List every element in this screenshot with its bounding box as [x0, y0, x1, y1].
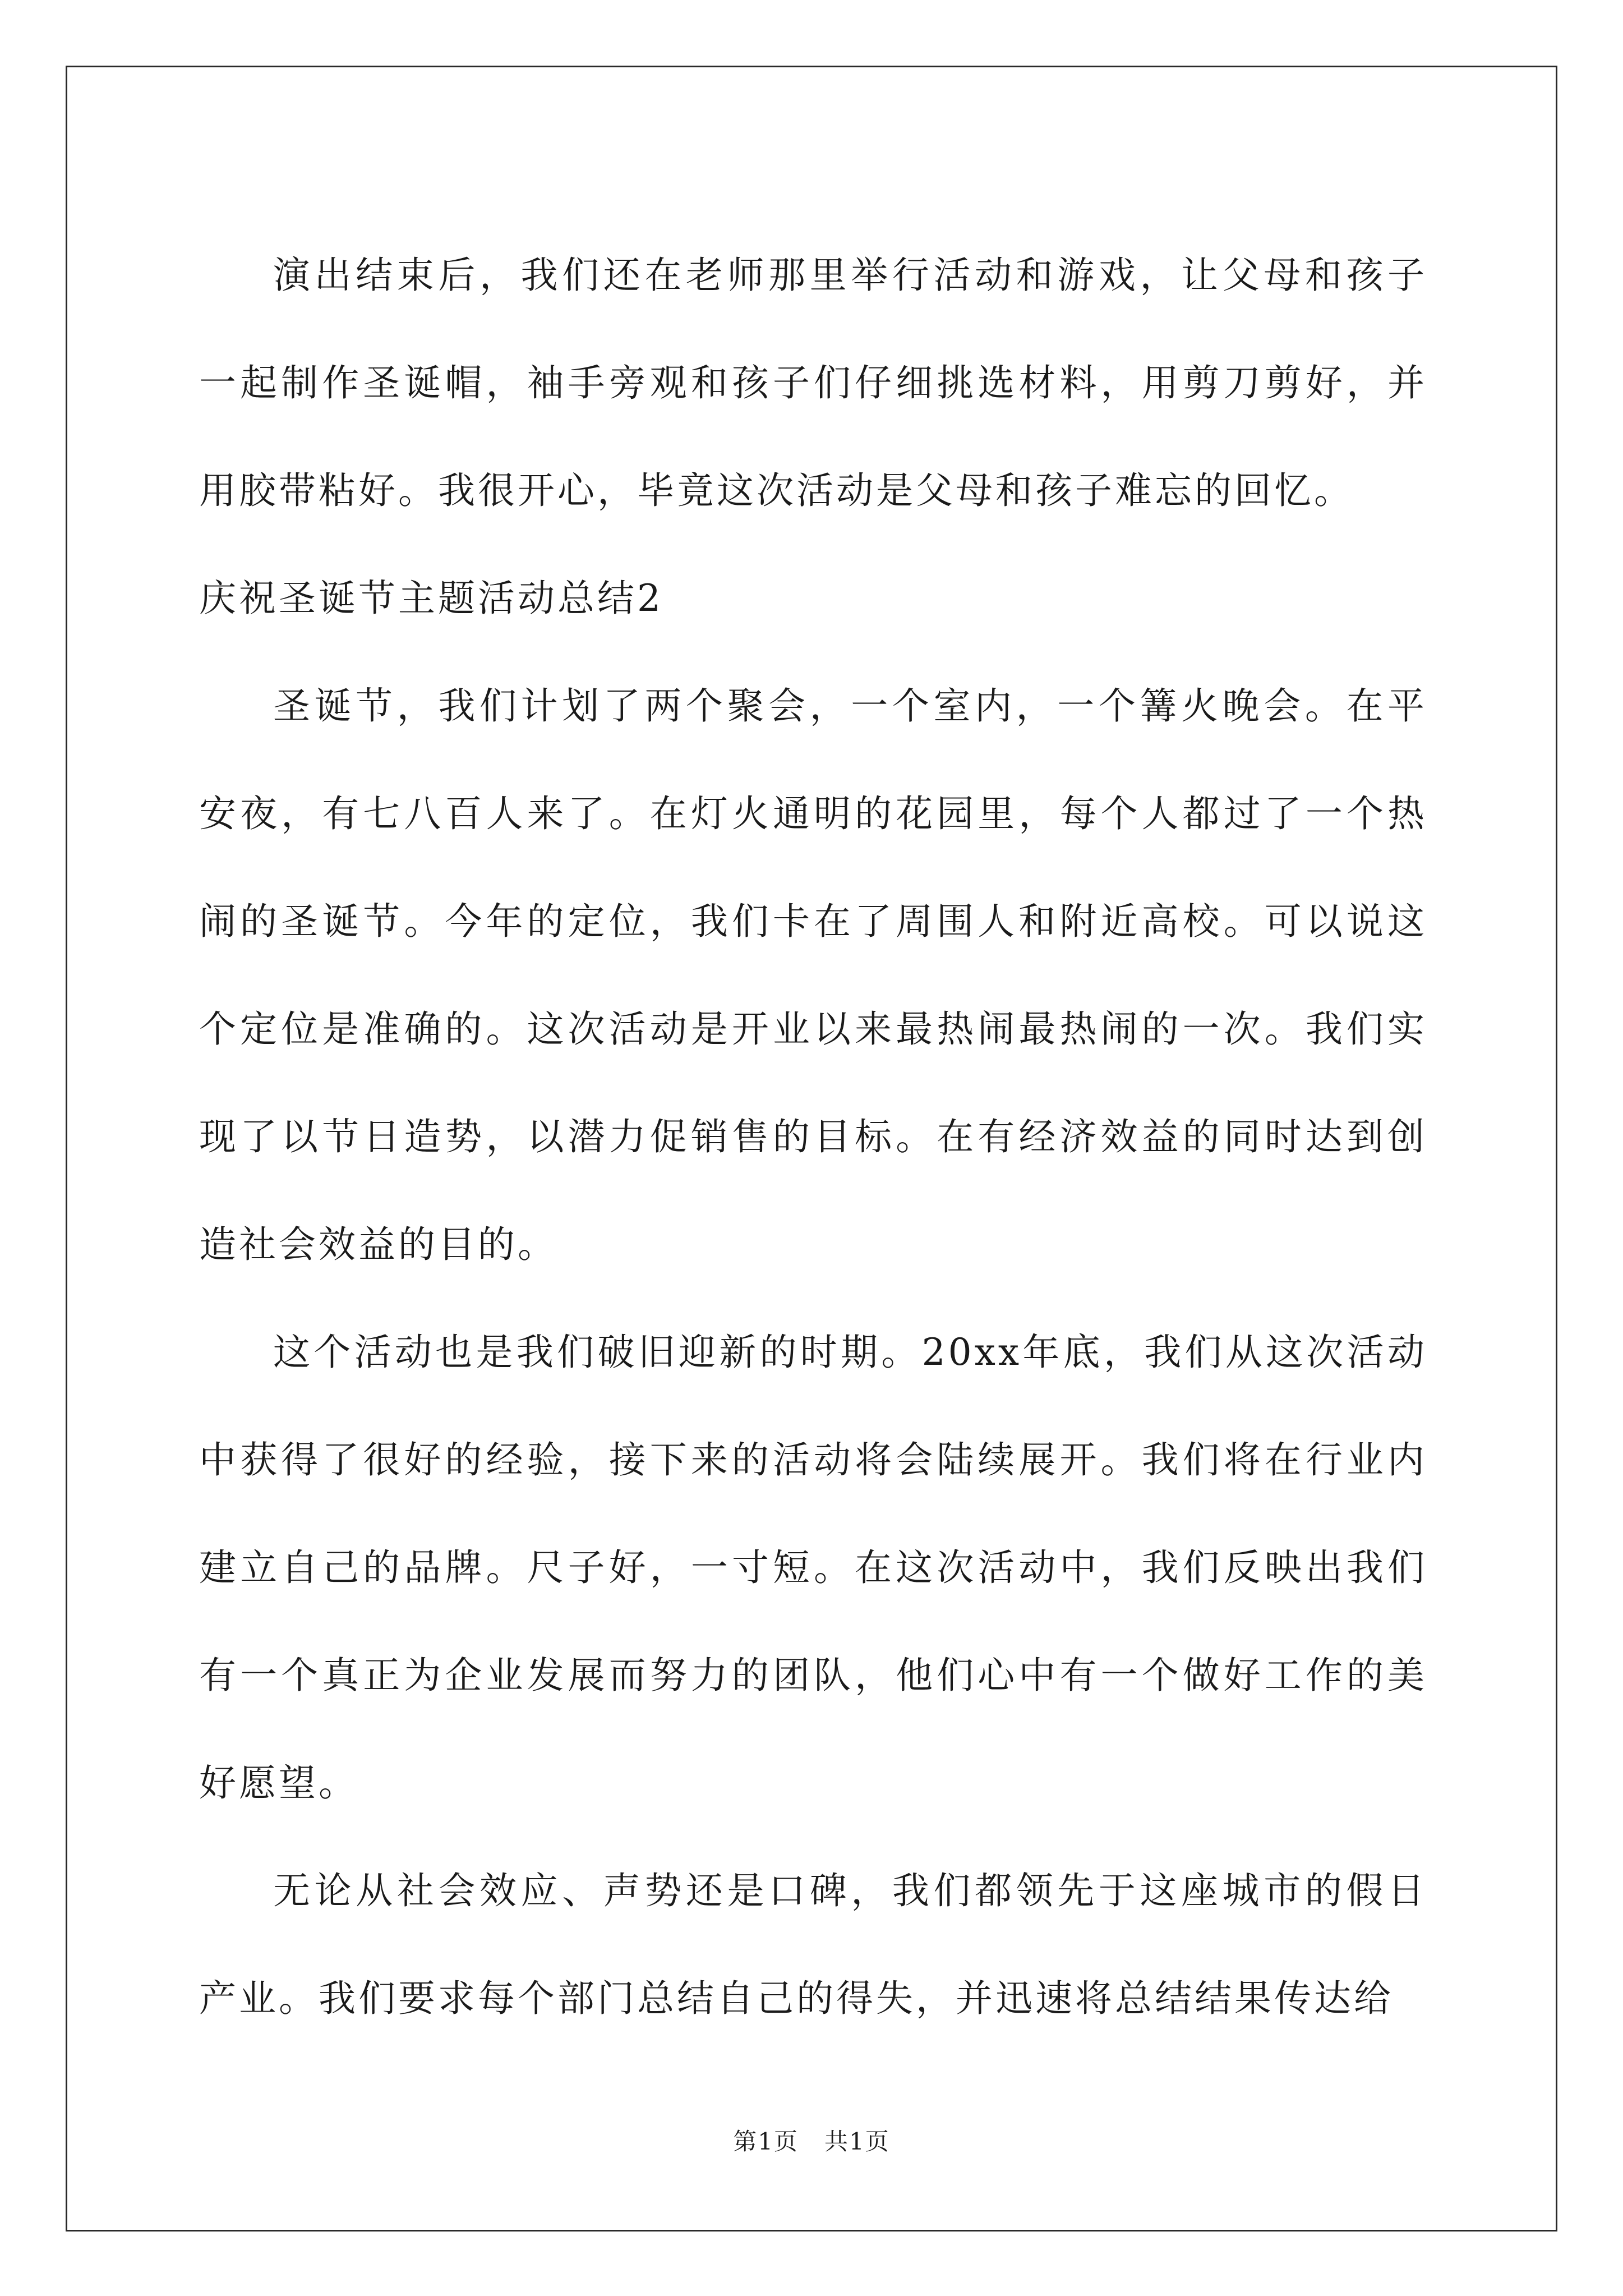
section-heading: 庆祝圣诞节主题活动总结2 [199, 577, 663, 620]
paragraph: 圣诞节，我们计划了两个聚会，一个室内，一个篝火晚会。在平安夜，有七八百人来了。在灯火通明的花园里，每个人都过了一个热闹的圣诞节。今年的定位，我们卡在了周围人和附近高校。可以说这个定位是准确的。这次活动是开业以来最热闹最热闹的一次。我们实现了以节日造势，以潜力促销售的目标。在有经济效益的同时达到创造社会效益的目的。 [199, 684, 1427, 1266]
page-number: 第1页 [733, 2128, 799, 2155]
document-body [199, 222, 1427, 2053]
paragraph: 这个活动也是我们破旧迎新的时期。20xx年底，我们从这次活动中获得了很好的经验，接下来的活动将会陆续展开。我们将在行业内建立自己的品牌。尺子好，一寸短。在这次活动中，我们反映出我们有一个真正为企业发展而努力的团队，他们心中有一个做好工作的美好愿望。 [199, 1331, 1427, 1805]
paragraph: 无论从社会效应、声势还是口碑，我们都领先于这座城市的假日产业。我们要求每个部门总结自己的得失，并迅速将总结结果传达给 [199, 1869, 1427, 2020]
page-total: 共1页 [824, 2128, 890, 2155]
page-footer [0, 2123, 1623, 2157]
paragraph: 演出结束后，我们还在老师那里举行活动和游戏，让父母和孩子一起制作圣诞帽，袖手旁观和孩子们仔细挑选材料，用剪刀剪好，并用胶带粘好。我很开心，毕竟这次活动是父母和孩子难忘的回忆。 [199, 254, 1427, 512]
